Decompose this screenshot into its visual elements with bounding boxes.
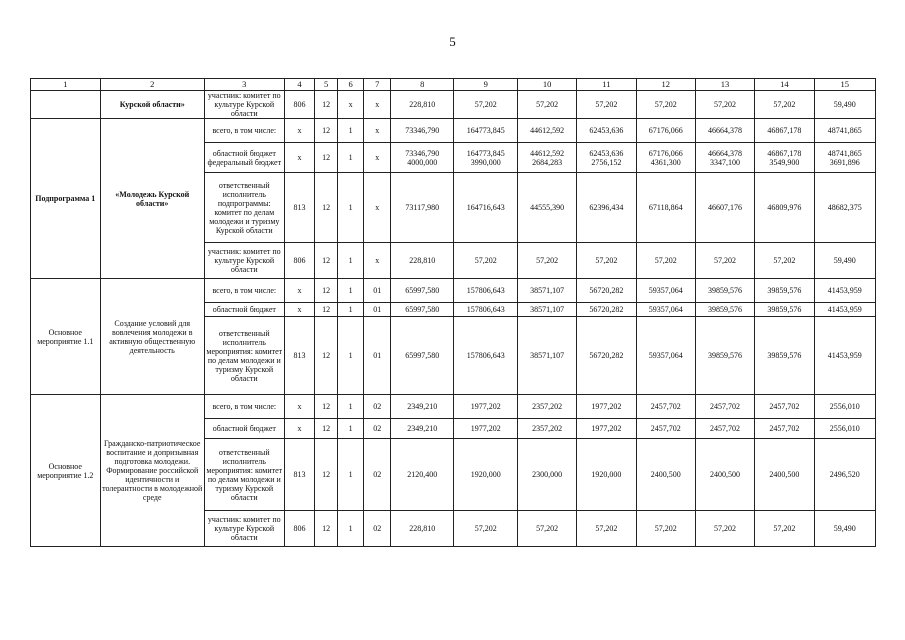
value-cell: 57,202 xyxy=(695,511,754,547)
value-cell: 57,202 xyxy=(577,91,636,119)
value-cell: 1977,202 xyxy=(577,395,636,419)
value-cell: 2357,202 xyxy=(517,395,576,419)
value-cell: 41453,959 xyxy=(814,303,875,317)
value-cell: 164773,845 xyxy=(454,119,517,143)
code-cell: 01 xyxy=(364,303,391,317)
header-cell: 15 xyxy=(814,79,875,91)
header-cell: 6 xyxy=(337,79,364,91)
value-cell: 41453,959 xyxy=(814,279,875,303)
value-cell: 39859,576 xyxy=(695,279,754,303)
source-cell: всего, в том числе: xyxy=(204,119,284,143)
value-cell: 59,490 xyxy=(814,511,875,547)
code-cell: 02 xyxy=(364,419,391,439)
value-cell: 44612,592 xyxy=(517,119,576,143)
value-cell: 65997,580 xyxy=(391,317,454,395)
header-cell: 10 xyxy=(517,79,576,91)
activity-name-cell: Создание условий для вовлечения молодежи в активную общественную деятельность xyxy=(100,279,204,395)
value-cell: 2349,210 xyxy=(391,419,454,439)
header-cell: 2 xyxy=(100,79,204,91)
value-cell: 62396,434 xyxy=(577,173,636,243)
code-cell: 806 xyxy=(284,511,315,547)
activity-title-cell: Основное мероприятие 1.2 xyxy=(31,395,101,547)
source-cell: участник: комитет по культуре Курской области xyxy=(204,91,284,119)
value-cell: 39859,576 xyxy=(755,317,814,395)
header-cell: 4 xyxy=(284,79,315,91)
value-cell: 1920,000 xyxy=(454,439,517,511)
code-cell: 1 xyxy=(337,511,364,547)
source-cell: всего, в том числе: xyxy=(204,279,284,303)
header-cell: 9 xyxy=(454,79,517,91)
code-cell: 1 xyxy=(337,119,364,143)
header-cell: 13 xyxy=(695,79,754,91)
source-cell: участник: комитет по культуре Курской области xyxy=(204,243,284,279)
value-cell: 59357,064 xyxy=(636,317,695,395)
table-row xyxy=(31,395,876,419)
code-cell: х xyxy=(284,395,315,419)
header-cell: 5 xyxy=(315,79,338,91)
value-cell: 2457,702 xyxy=(755,419,814,439)
code-cell: 1 xyxy=(337,173,364,243)
code-cell: 12 xyxy=(315,91,338,119)
code-cell: 12 xyxy=(315,419,338,439)
value-cell: 1977,202 xyxy=(454,395,517,419)
code-cell: 1 xyxy=(337,439,364,511)
value-cell: 2457,702 xyxy=(695,419,754,439)
code-cell: 806 xyxy=(284,243,315,279)
code-cell: 02 xyxy=(364,439,391,511)
value-cell: 1920,000 xyxy=(577,439,636,511)
header-cell: 14 xyxy=(755,79,814,91)
value-cell: 59357,064 xyxy=(636,303,695,317)
value-cell: 67176,066 4361,300 xyxy=(636,143,695,173)
value-cell: 57,202 xyxy=(636,511,695,547)
value-cell: 157806,643 xyxy=(454,317,517,395)
value-cell: 57,202 xyxy=(454,243,517,279)
value-cell: 67118,864 xyxy=(636,173,695,243)
value-cell: 57,202 xyxy=(454,91,517,119)
subprogram-name-cell: «Молодежь Курской области» xyxy=(100,119,204,279)
code-cell: 1 xyxy=(337,303,364,317)
code-cell: 12 xyxy=(315,303,338,317)
value-cell: 46809,976 xyxy=(755,173,814,243)
source-cell: ответственный исполнитель мероприятия: комитет по делам молодежи и туризму Курской области xyxy=(204,317,284,395)
code-cell: 1 xyxy=(337,395,364,419)
header-cell: 12 xyxy=(636,79,695,91)
value-cell: 2300,000 xyxy=(517,439,576,511)
header-cell: 8 xyxy=(391,79,454,91)
code-cell: 12 xyxy=(315,173,338,243)
value-cell: 62453,636 2756,152 xyxy=(577,143,636,173)
value-cell: 57,202 xyxy=(695,243,754,279)
value-cell: 2400,500 xyxy=(755,439,814,511)
value-cell: 73346,790 4000,000 xyxy=(391,143,454,173)
value-cell: 38571,107 xyxy=(517,317,576,395)
value-cell: 48682,375 xyxy=(814,173,875,243)
value-cell: 57,202 xyxy=(517,91,576,119)
value-cell: 57,202 xyxy=(517,243,576,279)
value-cell: 2349,210 xyxy=(391,395,454,419)
source-cell: областной бюджет xyxy=(204,419,284,439)
value-cell: 2457,702 xyxy=(695,395,754,419)
value-cell: 38571,107 xyxy=(517,303,576,317)
value-cell: 57,202 xyxy=(755,243,814,279)
code-cell: 806 xyxy=(284,91,315,119)
value-cell: 67176,066 xyxy=(636,119,695,143)
value-cell: 157806,643 xyxy=(454,303,517,317)
code-cell: 813 xyxy=(284,173,315,243)
code-cell: 12 xyxy=(315,439,338,511)
code-cell: 02 xyxy=(364,395,391,419)
source-cell: участник: комитет по культуре Курской области xyxy=(204,511,284,547)
header-cell: 11 xyxy=(577,79,636,91)
value-cell: 59357,064 xyxy=(636,279,695,303)
code-cell: х xyxy=(364,91,391,119)
header-cell: 7 xyxy=(364,79,391,91)
activity-name-cell: Гражданско-патриотическое воспитание и допризывная подготовка молодежи. Формирование российской идентичности и толерантности в молодежной среде xyxy=(100,395,204,547)
code-cell: 1 xyxy=(337,419,364,439)
code-cell: 12 xyxy=(315,279,338,303)
value-cell: 57,202 xyxy=(755,91,814,119)
value-cell: 62453,636 xyxy=(577,119,636,143)
code-cell: х xyxy=(364,119,391,143)
subprogram-title-cell: Подпрограмма 1 xyxy=(31,119,101,279)
value-cell: 56720,282 xyxy=(577,279,636,303)
program-name-cell: Курской области» xyxy=(100,91,204,119)
source-cell: областной бюджет федеральный бюджет xyxy=(204,143,284,173)
value-cell: 164716,643 xyxy=(454,173,517,243)
value-cell: 228,810 xyxy=(391,243,454,279)
table-row xyxy=(31,91,876,119)
source-cell: ответственный исполнитель подпрограммы: комитет по делам молодежи и туризму Курской области xyxy=(204,173,284,243)
value-cell: 2457,702 xyxy=(636,395,695,419)
code-cell: 1 xyxy=(337,279,364,303)
activity-title-cell: Основное мероприятие 1.1 xyxy=(31,279,101,395)
value-cell: 2457,702 xyxy=(755,395,814,419)
value-cell: 46664,378 3347,100 xyxy=(695,143,754,173)
value-cell: 57,202 xyxy=(636,91,695,119)
value-cell: 39859,576 xyxy=(695,317,754,395)
row-title-cell xyxy=(31,91,101,119)
value-cell: 2496,520 xyxy=(814,439,875,511)
code-cell: х xyxy=(284,419,315,439)
code-cell: 12 xyxy=(315,243,338,279)
value-cell: 73346,790 xyxy=(391,119,454,143)
code-cell: 12 xyxy=(315,119,338,143)
value-cell: 228,810 xyxy=(391,91,454,119)
code-cell: х xyxy=(364,173,391,243)
code-cell: 1 xyxy=(337,143,364,173)
code-cell: х xyxy=(364,143,391,173)
value-cell: 57,202 xyxy=(636,243,695,279)
value-cell: 2400,500 xyxy=(695,439,754,511)
value-cell: 56720,282 xyxy=(577,317,636,395)
value-cell: 2357,202 xyxy=(517,419,576,439)
source-cell: областной бюджет xyxy=(204,303,284,317)
value-cell: 65997,580 xyxy=(391,303,454,317)
value-cell: 57,202 xyxy=(577,511,636,547)
value-cell: 164773,845 3990,000 xyxy=(454,143,517,173)
code-cell: 1 xyxy=(337,317,364,395)
value-cell: 2556,010 xyxy=(814,395,875,419)
value-cell: 41453,959 xyxy=(814,317,875,395)
code-cell: 12 xyxy=(315,511,338,547)
value-cell: 57,202 xyxy=(695,91,754,119)
value-cell: 65997,580 xyxy=(391,279,454,303)
value-cell: 57,202 xyxy=(755,511,814,547)
budget-table-wrapper xyxy=(30,78,876,547)
value-cell: 2400,500 xyxy=(636,439,695,511)
code-cell: х xyxy=(364,243,391,279)
value-cell: 59,490 xyxy=(814,91,875,119)
value-cell: 44612,592 2684,283 xyxy=(517,143,576,173)
value-cell: 1977,202 xyxy=(577,419,636,439)
code-cell: 12 xyxy=(315,395,338,419)
code-cell: 1 xyxy=(337,243,364,279)
value-cell: 2120,400 xyxy=(391,439,454,511)
value-cell: 56720,282 xyxy=(577,303,636,317)
source-cell: всего, в том числе: xyxy=(204,395,284,419)
value-cell: 46664,378 xyxy=(695,119,754,143)
value-cell: 46867,178 xyxy=(755,119,814,143)
code-cell: х xyxy=(284,279,315,303)
table-row xyxy=(31,119,876,143)
budget-table xyxy=(30,78,876,547)
value-cell: 39859,576 xyxy=(755,303,814,317)
value-cell: 39859,576 xyxy=(755,279,814,303)
value-cell: 48741,865 3691,896 xyxy=(814,143,875,173)
value-cell: 44555,390 xyxy=(517,173,576,243)
value-cell: 2556,010 xyxy=(814,419,875,439)
value-cell: 57,202 xyxy=(517,511,576,547)
header-cell: 3 xyxy=(204,79,284,91)
table-row xyxy=(31,279,876,303)
code-cell: х xyxy=(284,119,315,143)
value-cell: 1977,202 xyxy=(454,419,517,439)
value-cell: 48741,865 xyxy=(814,119,875,143)
code-cell: 12 xyxy=(315,317,338,395)
code-cell: 813 xyxy=(284,317,315,395)
page-number: 5 xyxy=(449,34,456,49)
value-cell: 46607,176 xyxy=(695,173,754,243)
value-cell: 73117,980 xyxy=(391,173,454,243)
code-cell: х xyxy=(284,303,315,317)
code-cell: х xyxy=(337,91,364,119)
value-cell: 38571,107 xyxy=(517,279,576,303)
value-cell: 2457,702 xyxy=(636,419,695,439)
header-row xyxy=(31,79,876,91)
code-cell: 01 xyxy=(364,317,391,395)
code-cell: 02 xyxy=(364,511,391,547)
source-cell: ответственный исполнитель мероприятия: комитет по делам молодежи и туризму Курской области xyxy=(204,439,284,511)
value-cell: 39859,576 xyxy=(695,303,754,317)
code-cell: 01 xyxy=(364,279,391,303)
code-cell: 813 xyxy=(284,439,315,511)
code-cell: х xyxy=(284,143,315,173)
value-cell: 59,490 xyxy=(814,243,875,279)
code-cell: 12 xyxy=(315,143,338,173)
header-cell: 1 xyxy=(31,79,101,91)
value-cell: 57,202 xyxy=(454,511,517,547)
value-cell: 157806,643 xyxy=(454,279,517,303)
value-cell: 228,810 xyxy=(391,511,454,547)
value-cell: 57,202 xyxy=(577,243,636,279)
value-cell: 46867,178 3549,900 xyxy=(755,143,814,173)
